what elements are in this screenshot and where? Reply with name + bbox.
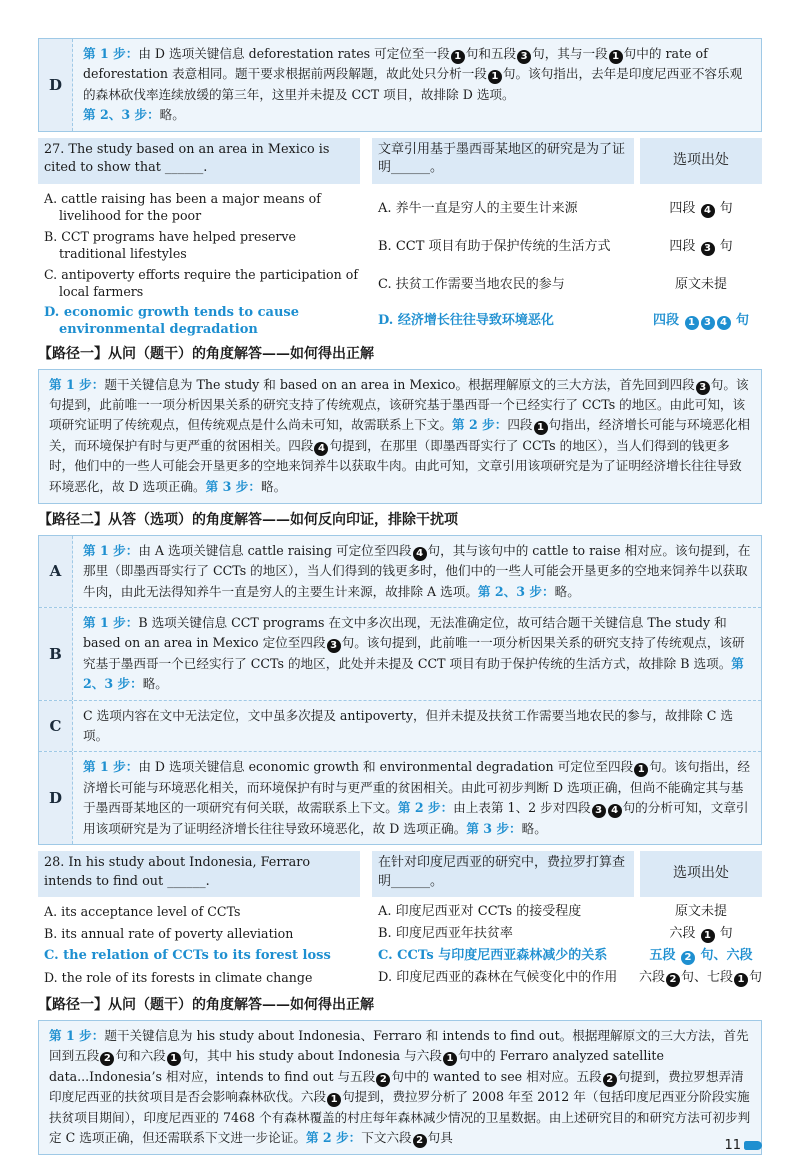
option-a-en: A. its acceptance level of CCTs	[44, 903, 241, 919]
path-3-explanation: 第 1 步：题干关键信息为 his study about Indonesia、Ferraro 和 intends to find out。根据理解原文的三大方法，首先回到五段 2 句和六段 1 句，其中 his study about Indonesia 与六段 1 句中的 Ferraro analyzed satellite data...Indonesia’s 相对应，intends to find out 与五段 2 句中的 wanted to see 相对应。五段 2 句提到，费拉罗想弄清印度尼西亚的扶贫项目是否会影响森林砍伐。六段 1 句提到，费拉罗分析了 2008 年至 2012 年（包括印度尼西亚分阶段实施扶贫项目期间），印度尼西亚的 7468 个有森林覆盖的村庄每年森林减少情况的卫星数据。由上述研究目的和研究方法可初步判定 C 选项正确，但还需联系下文进一步论证。第 2 步：下文六段 2 句具	[38, 1020, 762, 1155]
option-c-zh-row-correct: C. CCTs 与印度尼西亚森林减少的关系 五段 2 句、六段	[378, 948, 753, 964]
path-2-option-a: A 第 1 步：由 A 选项关键信息 cattle raising 可定位至四段 4 句，其与该句中的 cattle to raise 相对应。该句提到，在那里（即墨西哥实行了 CCTs 的地区），当人们得到的钱更多时，他们中的一些人可能会开垦更多的空地来饲养牛以获取牛肉，由此无法得知养牛一直是穷人的主要生计来源，故排除 A 选项。第 2、3 步：略。	[39, 536, 761, 607]
source-column-header: 选项出处	[640, 851, 762, 897]
circled-number: 1	[488, 70, 502, 84]
question-stem-en: 27. The study based on an area in Mexico is cited to show that ______.	[38, 138, 360, 184]
path-2-title: 【路径二】从答（选项）的角度解答——如何反向印证，排除干扰项	[38, 511, 458, 528]
source-column-header: 选项出处	[640, 138, 762, 184]
path-2-option-c: C C 选项内容在文中无法定位，文中虽多次提及 antipoverty，但并未提及扶贫工作需要当地农民的参与，故排除 C 选项。	[39, 700, 761, 752]
question-stem-en: 28. In his study about Indonesia, Ferraro intends to find out ______.	[38, 851, 360, 897]
question-27-en	[38, 138, 360, 338]
option-letter: D	[39, 39, 73, 131]
option-d-zh-row-correct: D. 经济增长往往导致环境恶化 四段 1 3 4 句	[378, 312, 750, 328]
option-a-en: A. cattle raising has been a major means of livelihood for the poor	[44, 190, 321, 223]
page-tab-icon	[744, 1141, 762, 1150]
option-d-en: D. the role of its forests in climate change	[44, 969, 313, 985]
option-a-zh-row: A. 印度尼西亚对 CCTs 的接受程度 原文未提	[378, 904, 727, 920]
question-27-table	[38, 138, 762, 338]
question-27-zh	[360, 138, 762, 338]
option-b-en: B. CCT programs have helped preserve traditional lifestyles	[44, 228, 296, 261]
option-b-en: B. its annual rate of poverty alleviation	[44, 925, 294, 941]
question-28-en	[38, 851, 360, 989]
prev-option-d-box	[38, 38, 762, 132]
path-2-option-d: D 第 1 步：由 D 选项关键信息 economic growth 和 environmental degradation 可定位至四段 1 句。该句指出，经济增长可能与环境恶化相关，而环境保护有时与更严重的贫困相关。由此可初步判断 D 选项正确，但尚不能确定其与基于墨西哥某地区的一项研究有何关联，故需联系上下文。第 2 步：由上表第 1、2 步对四段 3 4 句的分析可知，文章引用该项研究是为了证明经济增长往往导致环境恶化，故 D 选项正确。第 3 步：略。	[39, 751, 761, 844]
option-explanation: 第 1 步：由 D 选项关键信息 deforestation rates 可定位至一段 1 句和五段 3 句，其与一段 1 句中的 rate of deforestation 表意相同。题干要求根据前两段解题，故此处只分析一段 1 句。该句指出，去年是印度尼西亚不容乐观的森林砍伐率连续放缓的第三年，这里并未提及 CCT 项目，故排除 D 选项。 第 2、3 步：略。	[83, 46, 743, 123]
path-2-options-box	[38, 535, 762, 845]
option-c-zh-row: C. 扶贫工作需要当地农民的参与 原文未提	[378, 276, 727, 292]
circled-number: 1	[451, 50, 465, 64]
option-c-en-correct: C. the relation of CCTs to its forest loss	[44, 947, 331, 963]
option-d-en-correct: D. economic growth tends to cause environmental degradation	[44, 304, 300, 338]
circled-number: 3	[517, 50, 531, 64]
question-stem-zh: 在针对印度尼西亚的研究中，费拉罗打算查明______。	[372, 851, 634, 897]
circled-number: 1	[609, 50, 623, 64]
option-a-zh-row: A. 养牛一直是穷人的主要生计来源 四段 4 句	[378, 200, 733, 216]
option-c-en: C. antipoverty efforts require the participation of local farmers	[44, 266, 358, 299]
path-1-title: 【路径一】从问（题干）的角度解答——如何得出正解	[38, 345, 374, 362]
path-1-explanation: 第 1 步：题干关键信息为 The study 和 based on an area in Mexico。根据理解原文的三大方法，首先回到四段 3 句。该句提到，此前唯一一项分析因果关系的研究支持了传统观点，该研究基于墨西哥一个已经实行了 CCTs 的地区。由此可知，该项研究证明了传统观点，但传统观点是什么尚未可知，故需联系上下文。第 2 步：四段 1 句指出，经济增长可能与环境恶化相关，而环境保护有时与更严重的贫困相关。四段 4 句提到，在那里（即墨西哥实行了 CCTs 的地区），当人们得到的钱更多时，他们中的一些人可能会开垦更多的空地来饲养牛以获取牛肉。由此可知，文章引用该项研究是为了证明经济增长往往导致环境恶化，故 D 选项正确。第 3 步：略。	[38, 369, 762, 504]
page-number: 11	[724, 1136, 762, 1156]
option-b-zh-row: B. CCT 项目有助于保护传统的生活方式 四段 3 句	[378, 238, 733, 254]
question-stem-zh: 文章引用基于墨西哥某地区的研究是为了证明______。	[372, 138, 634, 184]
option-b-zh-row: B. 印度尼西亚年扶贫率 六段 1 句	[378, 926, 733, 942]
page	[38, 38, 762, 1155]
option-d-zh-row: D. 印度尼西亚的森林在气候变化中的作用 六段 2 句、七段 1 句	[378, 970, 762, 986]
question-28-table	[38, 851, 762, 989]
path-2-option-b: B 第 1 步：B 选项关键信息 CCT programs 在文中多次出现，无法准确定位，故可结合题干关键信息 The study 和 based on an area in Mexico 定位至四段 3 句。该句提到，此前唯一一项分析因果关系的研究支持了传统观点，该研究基于墨西哥一个已经实行了 CCTs 的地区，此处并未提及 CCT 项目有助于保护传统的生活方式，故排除 B 选项。第 2、3 步：略。	[39, 607, 761, 700]
question-28-zh	[360, 851, 762, 989]
path-3-title: 【路径一】从问（题干）的角度解答——如何得出正解	[38, 996, 374, 1013]
